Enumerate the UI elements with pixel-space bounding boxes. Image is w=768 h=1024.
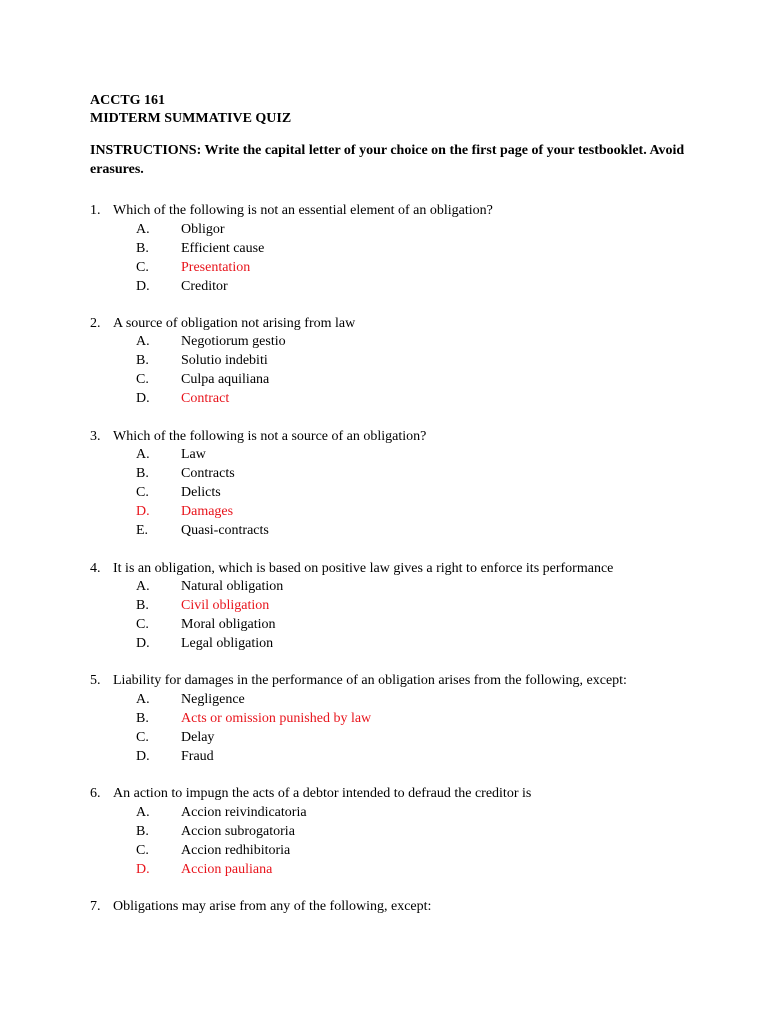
option-c [0, 842, 768, 861]
option-d [0, 390, 768, 409]
option-text: Accion reivindicatoria [181, 805, 307, 820]
option-c [0, 729, 768, 748]
option-text-answer: Contract [181, 391, 230, 406]
option-a [0, 578, 768, 597]
option-letter: A. [136, 334, 150, 349]
option-letter: A. [136, 805, 150, 820]
option-letter: A. [136, 222, 150, 237]
option-text: Contracts [181, 466, 235, 481]
question-number: 3. [90, 429, 101, 444]
question-number: 1. [90, 203, 101, 218]
question-text: An action to impugn the acts of a debtor intended to defraud the creditor is [113, 786, 532, 801]
option-letter: D. [136, 279, 150, 294]
option-text: Law [181, 447, 206, 462]
question-number: 7. [90, 899, 101, 914]
question-number: 2. [90, 316, 101, 331]
question-stem [90, 428, 426, 446]
option-letter: C. [136, 260, 149, 275]
question-text: It is an obligation, which is based on positive law gives a right to enforce its performance [113, 561, 614, 576]
option-a [0, 446, 768, 465]
option-text-answer: Presentation [181, 260, 251, 275]
option-a [0, 221, 768, 240]
option-text: Creditor [181, 279, 228, 294]
option-letter: C. [136, 617, 149, 632]
option-letter: D. [136, 636, 150, 651]
option-c [0, 371, 768, 390]
option-b [0, 352, 768, 371]
instructions-text: INSTRUCTIONS: Write the capital letter of your choice on the first page of your testbooklet. Avoid erasures. [90, 143, 685, 177]
option-letter: A. [136, 447, 150, 462]
option-letter: C. [136, 843, 149, 858]
question-stem [90, 202, 493, 220]
option-letter: D. [136, 749, 150, 764]
option-d [0, 503, 768, 522]
option-letter: B. [136, 824, 149, 839]
question-stem [90, 315, 355, 333]
option-text: Delay [181, 730, 215, 745]
option-b [0, 710, 768, 729]
question-text: Which of the following is not an essential element of an obligation? [113, 203, 493, 218]
option-letter-answer: D. [136, 504, 150, 519]
option-text-answer: Acts or omission punished by law [181, 711, 372, 726]
option-text: Obligor [181, 222, 225, 237]
option-e [0, 522, 768, 541]
question-number: 4. [90, 561, 101, 576]
option-text: Negligence [181, 692, 245, 707]
option-letter: B. [136, 466, 149, 481]
option-b [0, 240, 768, 259]
option-letter-answer: D. [136, 862, 150, 877]
option-b [0, 823, 768, 842]
option-letter: E. [136, 523, 149, 538]
option-c [0, 259, 768, 278]
option-d [0, 635, 768, 654]
option-letter: D. [136, 391, 150, 406]
option-text: Delicts [181, 485, 221, 500]
option-letter: A. [136, 579, 150, 594]
option-text: Fraud [181, 749, 214, 764]
option-text: Legal obligation [181, 636, 274, 651]
question-stem [90, 560, 613, 578]
course-code: ACCTG 161 [90, 93, 166, 108]
option-text-answer: Damages [181, 504, 234, 519]
option-b [0, 465, 768, 484]
question-text: Which of the following is not a source of an obligation? [113, 429, 427, 444]
option-letter: B. [136, 711, 149, 726]
option-d [0, 748, 768, 767]
option-text: Natural obligation [181, 579, 284, 594]
option-text: Quasi-contracts [181, 523, 269, 538]
option-letter: C. [136, 485, 149, 500]
option-text: Negotiorum gestio [181, 334, 286, 349]
option-letter: A. [136, 692, 150, 707]
option-c [0, 616, 768, 635]
question-number: 5. [90, 673, 101, 688]
option-text: Efficient cause [181, 241, 265, 256]
question-text: A source of obligation not arising from law [113, 316, 356, 331]
option-letter: C. [136, 372, 149, 387]
question-stem [90, 672, 627, 690]
option-text-answer: Accion pauliana [181, 862, 273, 877]
option-a [0, 804, 768, 823]
option-letter: B. [136, 353, 149, 368]
option-text: Accion subrogatoria [181, 824, 295, 839]
option-d [0, 861, 768, 880]
option-text: Moral obligation [181, 617, 276, 632]
option-b [0, 597, 768, 616]
option-text-answer: Civil obligation [181, 598, 270, 613]
question-stem [90, 785, 531, 803]
question-text: Liability for damages in the performance of an obligation arises from the following, except: [113, 673, 627, 688]
option-letter: B. [136, 241, 149, 256]
option-letter: B. [136, 598, 149, 613]
option-text: Accion redhibitoria [181, 843, 291, 858]
option-a [0, 333, 768, 352]
question-number: 6. [90, 786, 101, 801]
option-text: Solutio indebiti [181, 353, 268, 368]
option-letter: C. [136, 730, 149, 745]
option-text: Culpa aquiliana [181, 372, 270, 387]
option-c [0, 484, 768, 503]
question-text: Obligations may arise from any of the following, except: [113, 899, 432, 914]
question-stem [90, 898, 431, 916]
quiz-title: MIDTERM SUMMATIVE QUIZ [90, 111, 292, 126]
option-a [0, 691, 768, 710]
option-d [0, 278, 768, 297]
